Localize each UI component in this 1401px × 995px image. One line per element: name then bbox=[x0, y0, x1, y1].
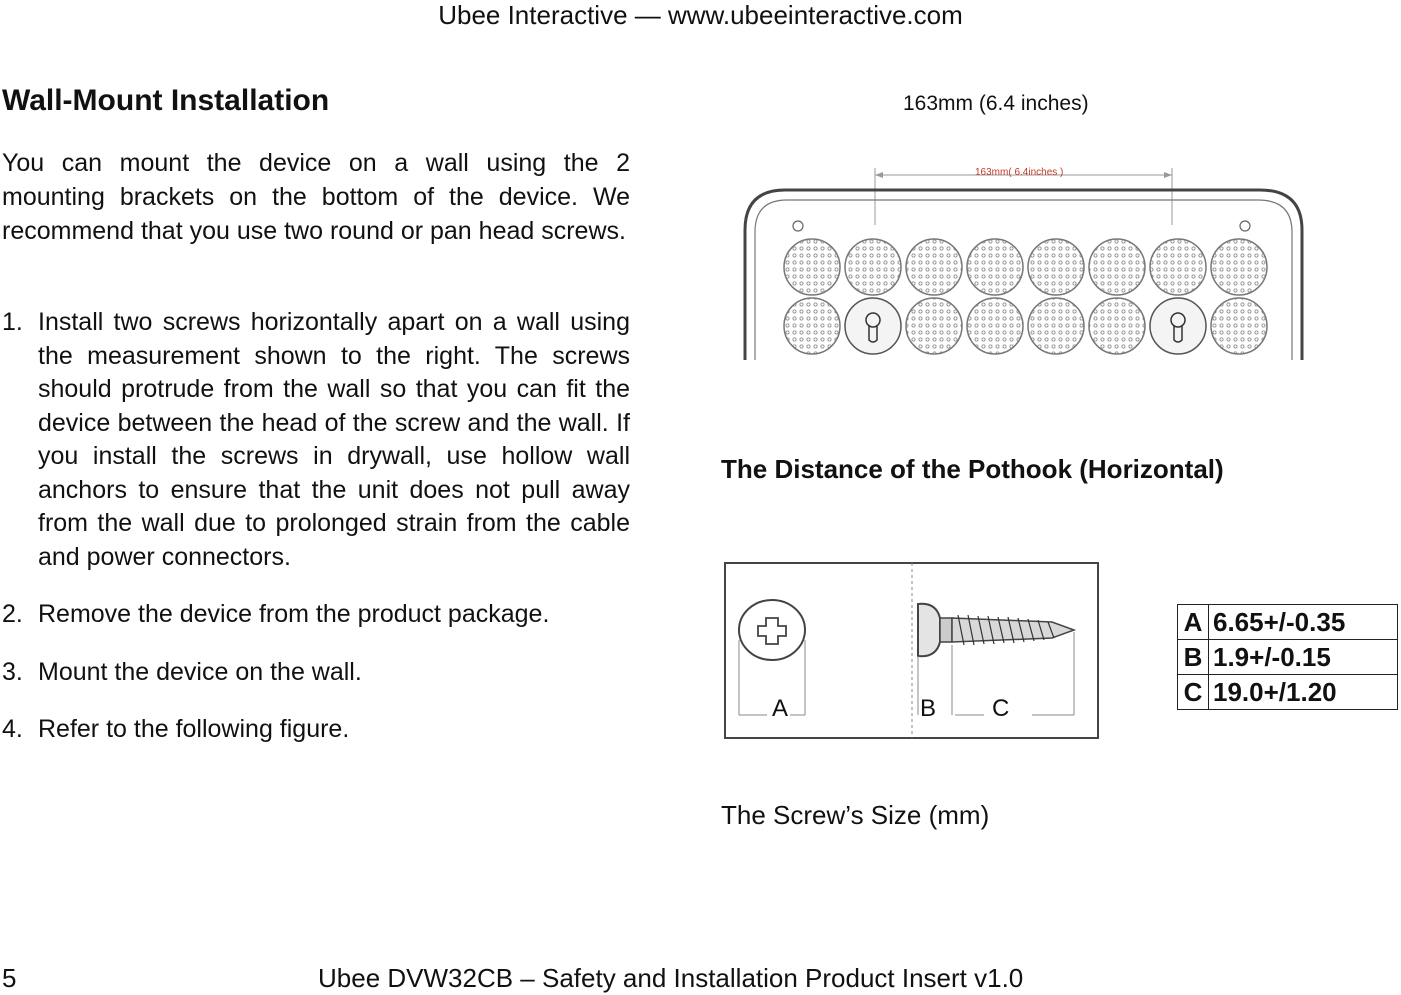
spec-value: 6.65+/-0.35 bbox=[1209, 605, 1398, 640]
screw-figure bbox=[722, 560, 1102, 744]
table-row bbox=[1178, 640, 1398, 675]
step-number: 3. bbox=[2, 657, 23, 686]
step-item bbox=[2, 598, 630, 632]
step-number: 2. bbox=[2, 600, 23, 628]
page-number: 5 bbox=[2, 963, 17, 993]
spec-key: C bbox=[1178, 675, 1209, 710]
step-number: 1. bbox=[2, 308, 23, 336]
spec-key: B bbox=[1178, 640, 1209, 675]
section-title: Wall-Mount Installation bbox=[2, 84, 330, 117]
spec-key: A bbox=[1178, 605, 1209, 640]
table-row bbox=[1178, 675, 1398, 710]
step-text: Mount the device on the wall. bbox=[38, 657, 362, 686]
spec-value: 19.0+/1.20 bbox=[1209, 675, 1398, 710]
page-header: Ubee Interactive — www.ubeeinteractive.com bbox=[438, 0, 963, 30]
device-bottom-figure bbox=[735, 140, 1347, 362]
step-text: Install two screws horizontally apart on a wall using the measurement shown to the right. The screws should protrude from the wall so that you can fit the device between the head of the screw and the wall. If you install the screws in drywall, use hollow wall anchors to ensure that the unit does not pull away from the wall due to prolonged strain from the cable and power connectors. bbox=[38, 308, 630, 571]
step-text: Refer to the following figure. bbox=[38, 715, 350, 743]
footer-title: Ubee DVW32CB – Safety and Installation Product Insert v1.0 bbox=[318, 963, 1024, 993]
step-item bbox=[2, 306, 630, 574]
label-c: C bbox=[992, 695, 1010, 722]
figure-title: The Distance of the Pothook (Horizontal) bbox=[721, 454, 1224, 484]
measurement-label: 163mm (6.4 inches) bbox=[903, 92, 1089, 115]
intro-paragraph: You can mount the device on a wall using the 2 mounting brackets on the bottom of the device. We recommend that you use two round or pan head screws. bbox=[2, 149, 630, 245]
spec-value: 1.9+/-0.15 bbox=[1209, 640, 1398, 675]
label-a: A bbox=[772, 695, 789, 722]
right-keyhole-bracket bbox=[1150, 298, 1206, 354]
step-number: 4. bbox=[2, 715, 23, 743]
table-row bbox=[1178, 605, 1398, 640]
dimension-text: 163mm( 6.4inches ) bbox=[975, 167, 1064, 178]
screw-caption: The Screw’s Size (mm) bbox=[721, 800, 990, 830]
installation-steps bbox=[2, 306, 630, 771]
screw-spec-table bbox=[1177, 604, 1398, 710]
step-text: Remove the device from the product package. bbox=[38, 600, 550, 628]
step-item bbox=[2, 713, 630, 747]
label-b: B bbox=[920, 695, 937, 722]
left-keyhole-bracket bbox=[845, 298, 901, 354]
step-item bbox=[2, 656, 630, 690]
